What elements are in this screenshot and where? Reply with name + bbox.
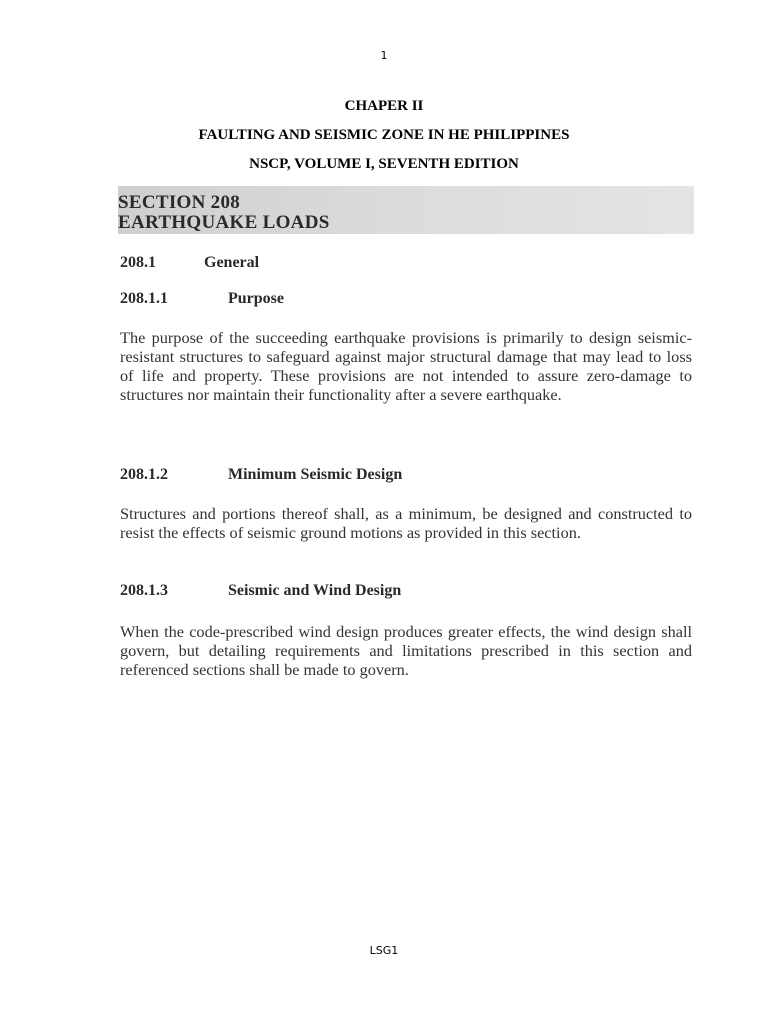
chapter-title: CHAPER II — [344, 98, 424, 114]
subsection-title: Purpose — [228, 290, 284, 307]
subsection-title: General — [204, 254, 260, 271]
document-header — [0, 92, 768, 179]
paragraph: Structures and portions thereof shall, as a minimum, be designed and constructed to resist the effects of seismic ground motions as provided in this section. — [120, 504, 692, 542]
subsection-number: 208.1.2 — [120, 466, 168, 483]
scanned-excerpt — [118, 186, 698, 716]
page-number: 1 — [380, 49, 388, 62]
section-number: SECTION 208 — [118, 192, 241, 213]
subsection-number: 208.1 — [120, 254, 156, 271]
paragraph: The purpose of the succeeding earthquake provisions is primarily to design seismic-resistant structures to safeguard against major structural damage that may lead to loss of life and property. These provisions are not intended to assure zero-damage to structures nor maintain their functionality after a severe earthquake. — [120, 328, 692, 404]
subsection-number: 208.1.3 — [120, 582, 168, 599]
page-footer: LSG1 — [369, 944, 399, 957]
chapter-subtitle: FAULTING AND SEISMIC ZONE IN HE PHILIPPINES — [198, 127, 570, 143]
subsection-title: Seismic and Wind Design — [228, 582, 402, 599]
section-title: EARTHQUAKE LOADS — [118, 212, 330, 233]
code-reference: NSCP, VOLUME I, SEVENTH EDITION — [249, 156, 519, 172]
subsection-title: Minimum Seismic Design — [228, 466, 403, 483]
subsection-number: 208.1.1 — [120, 290, 168, 307]
paragraph: When the code-prescribed wind design produces greater effects, the wind design shall govern, but detailing requirements and limitations prescribed in this section and referenced sections shall be made to govern. — [120, 622, 692, 679]
